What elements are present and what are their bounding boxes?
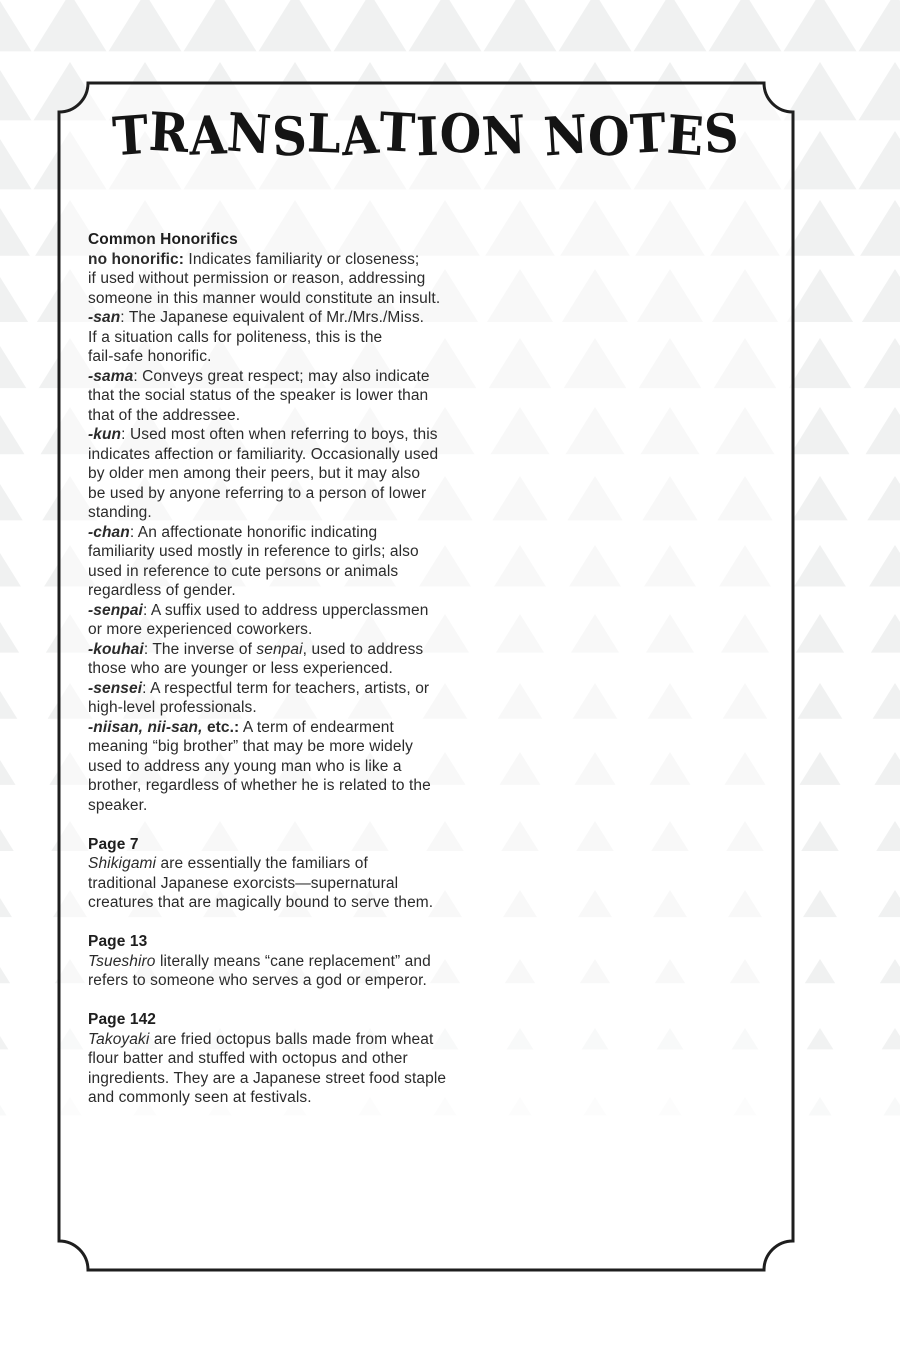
- text-line: [88, 445, 448, 465]
- text-line: [88, 698, 448, 718]
- text-segment: -sensei: [88, 679, 143, 697]
- section-header: Page 7: [88, 835, 139, 853]
- text-line: [88, 776, 448, 796]
- note-section: [88, 932, 448, 991]
- text-line: [88, 893, 448, 913]
- text-line: [88, 1049, 448, 1069]
- text-line: [88, 367, 448, 387]
- title-letter: T: [378, 100, 418, 166]
- title-letter: S: [703, 102, 741, 166]
- text-segment: : The inverse of: [143, 640, 257, 658]
- text-segment: used to address any young man who is like a: [88, 757, 402, 775]
- note-section: [88, 835, 448, 913]
- text-segment: creatures that are magically bound to serve them.: [88, 894, 434, 911]
- text-segment: Indicates familiarity or closeness;: [184, 250, 420, 268]
- text-line: [88, 854, 448, 874]
- text-line: [88, 289, 448, 309]
- text-segment: : A respectful term for teachers, artists, or: [142, 679, 430, 697]
- title-letter: I: [414, 105, 441, 169]
- text-segment: are fried octopus balls made from wheat: [149, 1030, 434, 1048]
- text-segment: high-level professionals.: [88, 699, 257, 716]
- text-segment: standing.: [88, 504, 152, 521]
- text-segment: indicates affection or familiarity. Occasionally used: [88, 445, 439, 463]
- text-segment: -sama: [88, 367, 134, 385]
- text-line: [88, 386, 448, 406]
- text-segment: refers to someone who serves a god or emperor.: [88, 972, 427, 989]
- page-title: [96, 100, 757, 169]
- text-segment: familiarity used mostly in reference to girls; also: [88, 543, 419, 560]
- text-segment: -kun: [88, 426, 122, 443]
- text-segment: -senpai: [88, 601, 143, 619]
- text-segment: regardless of gender.: [88, 582, 236, 599]
- text-segment: someone in this manner would constitute an insult.: [88, 289, 441, 307]
- text-segment: be used by anyone referring to a person of lower: [88, 484, 427, 502]
- text-segment: : The Japanese equivalent of Mr./Mrs./Miss.: [120, 309, 425, 326]
- text-line: [88, 562, 448, 582]
- title-letter: A: [339, 103, 382, 169]
- text-segment: that of the addressee.: [88, 406, 241, 424]
- text-line: [88, 308, 448, 328]
- text-line: [88, 406, 448, 426]
- text-line: [88, 250, 448, 270]
- text-line: [88, 503, 448, 523]
- text-segment: If a situation calls for politeness, this is the: [88, 328, 383, 346]
- text-segment: that the social status of the speaker is lower than: [88, 387, 429, 404]
- title-letter: L: [306, 102, 343, 166]
- text-segment: Takoyaki: [88, 1030, 150, 1048]
- text-segment: brother, regardless of whether he is related to the: [88, 777, 431, 794]
- note-section: [88, 230, 448, 815]
- text-line: [88, 542, 448, 562]
- text-segment: if used without permission or reason, addressing: [88, 270, 426, 287]
- text-segment: traditional Japanese exorcists—supernatural: [88, 874, 399, 892]
- notes-sections: [88, 230, 448, 1108]
- text-segment: Shikigami: [88, 855, 157, 872]
- text-line: [88, 484, 448, 504]
- text-segment: used in reference to cute persons or animals: [88, 562, 399, 580]
- text-segment: are essentially the familiars of: [156, 855, 368, 872]
- text-segment: or more experienced coworkers.: [88, 621, 313, 638]
- text-line: [88, 347, 448, 367]
- text-segment: speaker.: [88, 796, 148, 814]
- title-letter: T: [110, 103, 151, 169]
- text-line: [88, 425, 448, 445]
- title-letter: O: [437, 101, 484, 167]
- text-segment: meaning “big brother” that may be more widely: [88, 738, 413, 755]
- text-line: [88, 1088, 448, 1108]
- text-segment: , used to address: [302, 640, 424, 658]
- section-header: Common Honorifics: [88, 231, 238, 248]
- text-segment: : A suffix used to address upperclassmen: [142, 601, 429, 619]
- text-line: [88, 328, 448, 348]
- text-segment: -niisan, nii-san,: [88, 718, 203, 736]
- text-segment: senpai: [256, 640, 303, 658]
- text-segment: -chan: [88, 523, 130, 541]
- text-segment: and commonly seen at festivals.: [88, 1089, 312, 1106]
- text-line: [88, 1069, 448, 1089]
- text-line: [88, 523, 448, 543]
- title-letter: N: [225, 101, 274, 167]
- text-line: [88, 601, 448, 621]
- text-line: [88, 659, 448, 679]
- text-line: [88, 971, 448, 991]
- title-letter: R: [147, 100, 191, 166]
- text-line: [88, 269, 448, 289]
- title-letter: T: [629, 101, 669, 167]
- text-segment: : Conveys great respect; may also indicate: [133, 367, 430, 385]
- text-line: [88, 679, 448, 699]
- title-letter: N: [480, 103, 528, 169]
- text-segment: -kouhai: [88, 640, 144, 658]
- text-line: [88, 952, 448, 972]
- section-header: Page 142: [88, 1011, 157, 1028]
- title-letter: A: [188, 104, 229, 168]
- text-segment: fail-safe honorific.: [88, 348, 212, 365]
- text-segment: : Used most often when referring to boys, this: [121, 426, 438, 443]
- text-line: [88, 718, 448, 738]
- text-line: [88, 620, 448, 640]
- section-header: Page 13: [88, 933, 148, 950]
- text-line: [88, 874, 448, 894]
- title-letter: S: [270, 105, 309, 169]
- text-segment: -san: [88, 309, 121, 326]
- text-line: [88, 737, 448, 757]
- text-segment: etc.:: [202, 718, 240, 736]
- text-line: [88, 757, 448, 777]
- note-section: [88, 1010, 448, 1108]
- text-line: [88, 640, 448, 660]
- text-line: [88, 796, 448, 816]
- text-line: [88, 581, 448, 601]
- text-segment: Tsueshiro: [88, 952, 156, 970]
- text-segment: ingredients. They are a Japanese street food staple: [88, 1069, 447, 1087]
- title-letter: E: [664, 103, 707, 169]
- title-letter: O: [587, 105, 632, 169]
- text-segment: : An affectionate honorific indicating: [129, 523, 378, 541]
- text-segment: by older men among their peers, but it may also: [88, 465, 421, 482]
- text-line: [88, 464, 448, 484]
- title-letter: N: [541, 103, 591, 169]
- text-segment: flour batter and stuffed with octopus and other: [88, 1050, 408, 1067]
- text-segment: A term of endearment: [239, 718, 394, 736]
- text-segment: no honorific:: [88, 250, 185, 268]
- text-line: [88, 1030, 448, 1050]
- text-segment: those who are younger or less experienced.: [88, 660, 393, 677]
- text-segment: literally means “cane replacement” and: [155, 952, 431, 970]
